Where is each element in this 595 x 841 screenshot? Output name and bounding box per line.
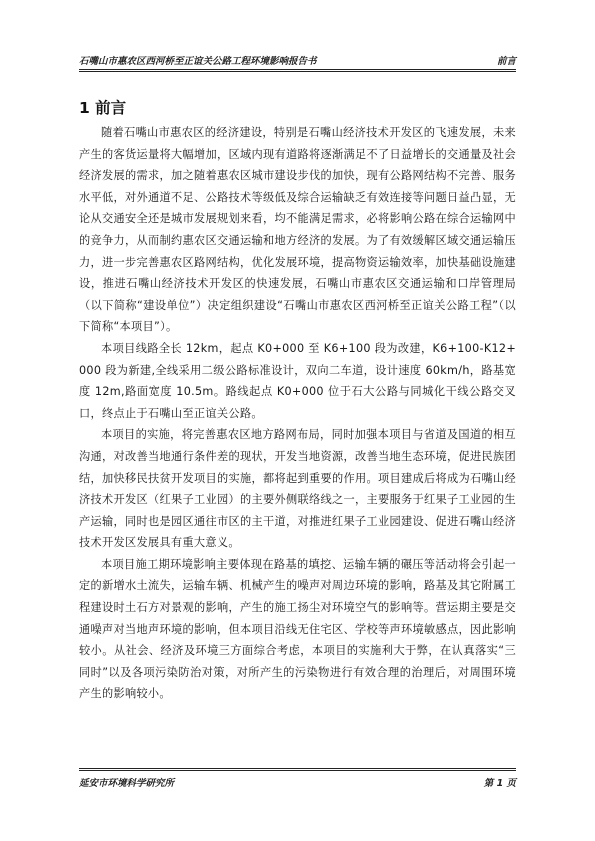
body-text: [79, 122, 516, 705]
page-footer: [79, 775, 516, 789]
footer-organization: 延安市环境科学研究所: [79, 778, 175, 789]
page-number: 第 1 页: [483, 778, 516, 789]
paragraph: 随着石嘴山市惠农区的经济建设，特别是石嘴山经济技术开发区的飞速发展，未来产生的客货运量将大幅增加，区域内现有道路将逐渐满足不了日益增长的交通量及社会经济发展的需求，加之随着惠农区城市建设步伐的加快，现有公路网结构不完善、服务水平低，对外通道不足、公路技术等级低及综合运输缺乏有效连接等问题日益凸显，无论从交通安全还是城市发展规划来看，均不能满足需求，必将影响公路在综合运输网中的竞争力，从而制约惠农区交通运输和地方经济的发展。为了有效缓解区域交通运输压力，进一步完善惠农区路网结构，优化发展环境，提高物资运输效率，加快基础设施建设，推进石嘴山经济技术开发区的快速发展，石嘴山市惠农区交通运输和口岸管理局（以下简称“建设单位”）决定组织建设“石嘴山市惠农区西河桥至正谊关公路工程”（以下简称“本项目”）。: [79, 126, 516, 334]
header-divider: [79, 69, 516, 72]
header-section-name: 前言: [496, 56, 516, 67]
section-title: 1 前言: [79, 99, 127, 117]
paragraph: 本项目施工期环境影响主要体现在路基的填挖、运输车辆的碾压等活动将会引起一定的新增水土流失，运输车辆、机械产生的噪声对周边环境的影响，路基及其它附属工程建设时土石方对景观的影响，产生的施工扬尘对环境空气的影响等。营运期主要是交通噪声对当地声环境的影响，但本项目沿线无住宅区、学校等声环境敏感点，因此影响较小。从社会、经济及环境三方面综合考虑，本项目的实施利大于弊，在认真落实“三同时”以及各项污染防治对策，对所产生的污染物进行有效合理的治理后，对周围环境产生的影响较小。: [79, 557, 516, 701]
header-report-title: 石嘴山市惠农区西河桥至正谊关公路工程环境影响报告书: [79, 56, 317, 67]
footer-divider: [79, 768, 516, 771]
paragraph: 本项目的实施，将完善惠农区地方路网布局，同时加强本项目与省道及国道的相互沟通，对改善当地通行条件差的现状，开发当地资源，改善当地生态环境，促进民族团结，加快移民扶贫开发项目的实施，都将起到重要的作用。项目建成后将成为石嘴山经济技术开发区（红果子工业园）的主要外侧联络线之一，主要服务于红果子工业园的生产运输，同时也是园区通往市区的主干道，对推进红果子工业园建设、促进石嘴山经济技术开发区发展具有重大意义。: [79, 428, 516, 550]
paragraph: 本项目线路全长 12km，起点 K0+000 至 K6+100 段为改建，K6+100-K12+000 段为新建,全线采用二级公路标准设计，双向二车道，设计速度 60km/h，路基宽度 12m,路面宽度 10.5m。路线起点 K0+000 位于石大公路与同城化干线公路交叉口，终点止于石嘴山至正谊关公路。: [79, 341, 516, 420]
page-header: [79, 53, 516, 67]
